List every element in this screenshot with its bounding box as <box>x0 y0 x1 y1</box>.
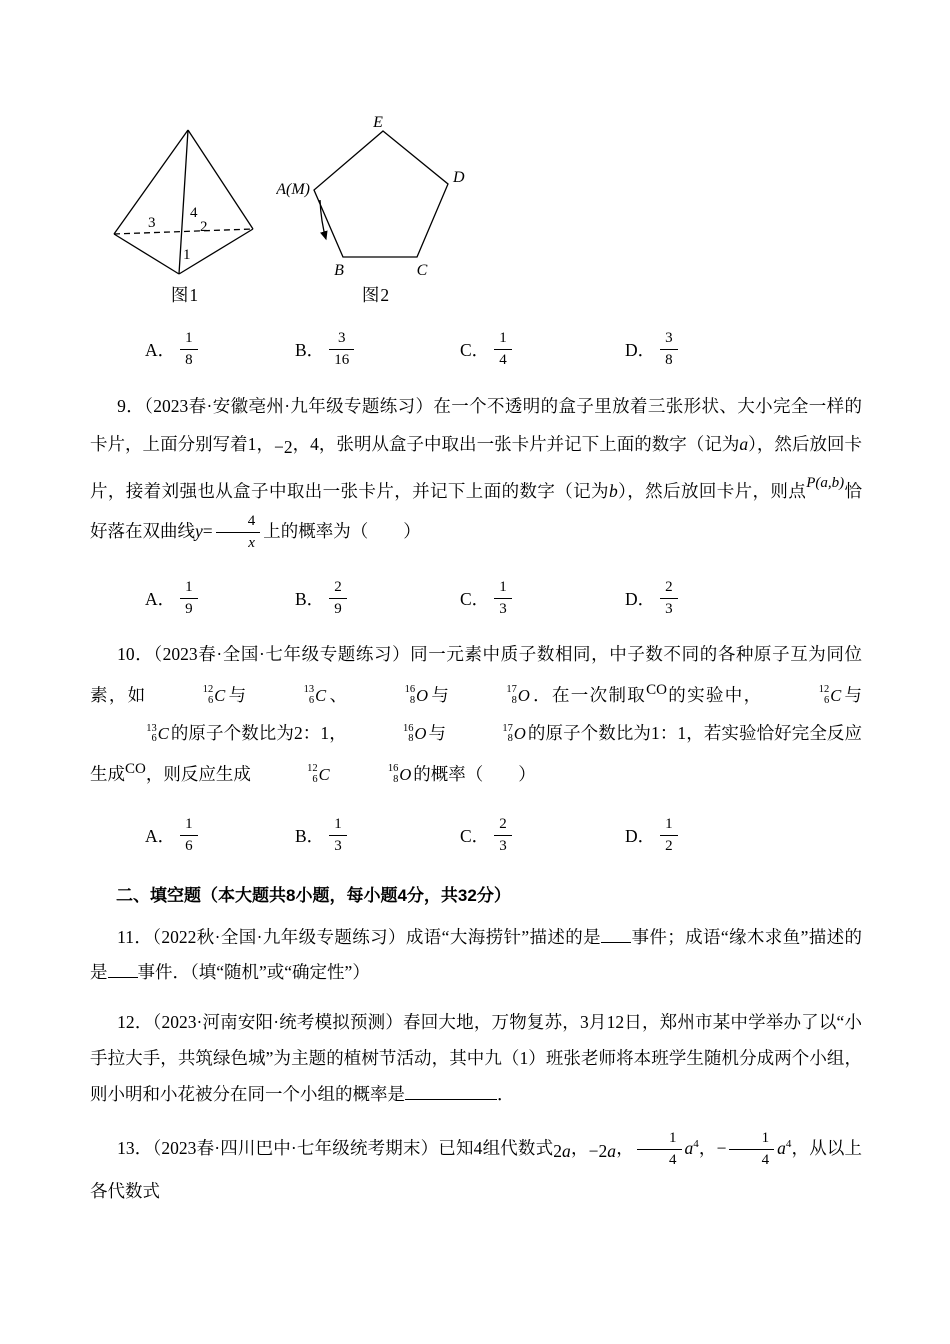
math-var-b: b <box>608 480 618 501</box>
section-2-header: 二、填空题（本大题共8小题，每小题4分，共32分） <box>116 885 511 905</box>
fraction-numerator: 1 <box>180 330 198 350</box>
fraction-denominator: 16 <box>334 352 350 369</box>
fraction <box>494 816 512 856</box>
text-run: 12．（2023·河南安阳·统考模拟预测）春回大地，万物复苏，3月12日，郑州市某中学举办了以“小手拉大手，共筑绿色城”为主题的植树节活动，其中九（1）班张老师将本班学生随机分成两个小组，则小明和小花被分在同一个小组的概率是 <box>90 1012 862 1104</box>
text-run: 与 <box>843 684 863 705</box>
mass-number: 13 <box>303 684 315 695</box>
isotope-prescripts <box>792 685 830 706</box>
isotope-prescripts <box>277 685 315 706</box>
text-run: 的概率（ ） <box>413 763 536 784</box>
chem-formula-CO: CO <box>646 681 667 698</box>
answer-blank <box>601 925 631 943</box>
fraction <box>329 330 354 370</box>
isotope-17-8-O <box>448 714 526 753</box>
mass-number: 13 <box>146 722 157 734</box>
fraction-numerator: 1 <box>180 816 198 836</box>
isotope-12-6-C <box>764 676 841 715</box>
question-11 <box>90 920 862 992</box>
tetra-edge <box>188 130 253 229</box>
text-run: ，4，张明从盒子中取出一张卡片并记下上面的数字（记为 <box>292 434 740 454</box>
fraction <box>329 816 347 856</box>
tetra-edge <box>114 234 179 274</box>
mass-number: 16 <box>403 722 414 734</box>
fraction-denominator: 4 <box>499 352 507 369</box>
fraction-denominator: x <box>248 535 255 552</box>
fraction-denominator: 9 <box>185 600 193 617</box>
fraction-denominator: 4 <box>761 1152 770 1169</box>
fraction-numerator: 1 <box>729 1130 774 1150</box>
fraction <box>329 579 347 619</box>
q10-option-c <box>460 813 625 859</box>
fraction <box>660 579 678 619</box>
fraction-numerator: 2 <box>660 579 678 599</box>
text-run: ， <box>698 1137 717 1158</box>
q9-option-c <box>460 576 625 622</box>
text-run: ， <box>570 1137 589 1158</box>
text-run: 事件．（填“随机”或“确定性”） <box>137 962 370 983</box>
fraction <box>660 330 678 370</box>
q9-option-a <box>145 576 295 622</box>
text-run: 的实验中， <box>666 684 763 705</box>
fraction <box>494 330 512 370</box>
math-var-a: a <box>607 1140 617 1161</box>
math-var-y: y <box>195 520 203 541</box>
q9-option-b <box>295 576 460 622</box>
isotope-17-8-O <box>452 676 530 715</box>
option-label: D． <box>625 340 656 361</box>
isotope-16-8-O <box>349 714 427 753</box>
fraction <box>494 579 512 619</box>
vertex-label-AM: A(M) <box>276 181 310 198</box>
atomic-number: 8 <box>408 733 414 744</box>
isotope-prescripts <box>377 685 415 706</box>
vertex-label-D: D <box>453 169 465 186</box>
math-var-a: a <box>777 1137 786 1158</box>
q9-option-d <box>625 576 862 622</box>
element-symbol: C <box>315 685 327 705</box>
question-12 <box>90 1005 862 1113</box>
answer-blank <box>405 1083 497 1101</box>
fraction-denominator: 8 <box>665 352 673 369</box>
text-run: ），然后放回卡片，则点 <box>617 480 807 501</box>
fraction-numerator: 1 <box>494 579 512 599</box>
q10-options-row <box>145 813 862 859</box>
mass-number: 17 <box>502 722 513 734</box>
face-label-4: 4 <box>190 205 198 221</box>
tetrahedron-figure <box>110 126 260 278</box>
q10-option-d <box>625 813 862 859</box>
text-run: ． <box>497 1084 515 1104</box>
mass-number: 17 <box>506 684 517 695</box>
option-label: A． <box>145 826 176 847</box>
isotope-13-6-C <box>249 676 326 715</box>
fraction-denominator: 4 <box>669 1152 677 1169</box>
figure-2 <box>276 116 476 307</box>
fraction <box>216 513 261 553</box>
fraction-denominator: 3 <box>665 600 673 617</box>
isotope-prescripts <box>479 685 517 706</box>
atomic-number: 8 <box>507 733 513 744</box>
math-number: −2 <box>273 437 293 457</box>
isotope-prescripts <box>475 724 513 745</box>
math-point-Pab: P(a,b) <box>806 474 845 491</box>
option-label: A． <box>145 588 176 609</box>
question-9 <box>90 387 862 556</box>
element-symbol: O <box>416 685 428 705</box>
figure-1 <box>110 126 260 307</box>
isotope-12-6-C <box>253 755 330 794</box>
fraction <box>180 330 198 370</box>
q9-options-row <box>145 576 862 622</box>
text-run: 11．（2022秋·全国·九年级专题练习）成语“大海捞针”描述的是 <box>117 926 602 947</box>
fraction <box>180 816 198 856</box>
isotope-prescripts <box>176 685 214 706</box>
text-run: 、 <box>328 684 349 705</box>
fraction-numerator: 3 <box>329 330 354 350</box>
q8-option-c <box>460 327 625 373</box>
mass-number: 16 <box>387 763 399 774</box>
math-var-a: a <box>562 1140 571 1161</box>
element-symbol: O <box>513 724 526 743</box>
isotope-16-8-O <box>350 676 428 715</box>
direction-arrow <box>320 200 326 239</box>
text-run: 的原子个数比为2：1， <box>170 723 347 743</box>
option-label: C． <box>460 588 490 609</box>
isotope-16-8-O <box>334 755 412 794</box>
text-run: 9．（2023春·安徽亳州·九年级专题练习）在一个不透明的盒子里放着三张形状、大小完全一样的卡片，上面分别写着1， <box>90 395 862 454</box>
chem-formula-CO: CO <box>125 760 146 777</box>
isotope-prescripts <box>280 764 318 785</box>
isotope-prescripts <box>361 764 399 785</box>
text-run: ），然后放回卡片，接着刘强也从盒子中取出一张卡片，并记下上面的数字（记为 <box>90 434 863 501</box>
math-term-2a <box>553 1141 571 1161</box>
q8-option-a <box>145 327 295 373</box>
text-run: 恰好落在双曲线 <box>90 480 863 541</box>
isotope-prescripts <box>376 724 414 745</box>
text-run: ， <box>616 1137 634 1158</box>
fraction-denominator: 3 <box>499 600 507 617</box>
text-run: 与 <box>227 684 248 705</box>
math-term-neg-2a <box>589 1141 616 1161</box>
answer-blank <box>108 961 138 979</box>
option-label: B． <box>295 588 325 609</box>
option-label: D． <box>625 826 656 847</box>
text-run: 13．（2023春·四川巴中·七年级统考期末）已知4组代数式 <box>117 1137 554 1158</box>
isotope-13-6-C <box>92 714 169 753</box>
vertex-label-E: E <box>373 116 383 131</box>
exponent: 4 <box>785 1137 792 1150</box>
fraction <box>729 1130 774 1170</box>
fraction-numerator: 2 <box>494 816 512 836</box>
atomic-number: 8 <box>511 694 517 706</box>
figure-1-caption: 图1 <box>170 285 200 305</box>
q8-options-row <box>145 327 862 373</box>
q10-option-b <box>295 813 460 859</box>
fraction-denominator: 8 <box>185 352 193 369</box>
math-equals: = <box>202 520 213 541</box>
fraction-denominator: 2 <box>665 838 673 855</box>
atomic-number: 6 <box>823 694 830 706</box>
face-label-3: 3 <box>148 215 156 231</box>
option-label: B． <box>295 826 325 847</box>
text-run: ，则反应生成 <box>145 763 251 784</box>
text-run: 事件；成语“缘木求鱼”描述的是 <box>90 926 862 983</box>
isotope-12-6-C <box>148 676 225 715</box>
text-run: ，从以上各代数式 <box>90 1137 863 1202</box>
fraction-numerator: 1 <box>660 816 678 836</box>
fraction-denominator: 3 <box>499 838 507 855</box>
math-minus: − <box>716 1137 727 1158</box>
fraction-numerator: 1 <box>637 1130 682 1150</box>
atomic-number: 6 <box>151 733 157 744</box>
pentagon-outline <box>314 131 448 257</box>
text-run: 的原子个数比为1：1，若实验恰好完全反应生成 <box>90 723 863 784</box>
option-label: A． <box>145 340 176 361</box>
element-symbol: C <box>157 724 169 743</box>
element-symbol: C <box>214 685 226 705</box>
fraction-numerator: 4 <box>216 513 261 533</box>
coefficient: 2 <box>553 1140 563 1161</box>
q10-option-a <box>145 813 295 859</box>
q8-option-d <box>625 327 862 373</box>
figures-row <box>110 116 862 307</box>
vertex-label-B: B <box>334 262 344 278</box>
question-10 <box>90 635 862 793</box>
mass-number: 12 <box>202 684 214 695</box>
atomic-number: 8 <box>409 694 416 706</box>
pentagon-figure <box>276 116 476 278</box>
option-label: C． <box>460 340 490 361</box>
text-run: 与 <box>430 684 451 705</box>
question-13 <box>90 1127 862 1211</box>
fraction-numerator: 3 <box>660 330 678 350</box>
fraction-numerator: 1 <box>180 579 198 599</box>
fraction-numerator: 1 <box>494 330 512 350</box>
option-label: B． <box>295 340 325 361</box>
element-symbol: O <box>414 724 427 743</box>
q8-option-b <box>295 327 460 373</box>
math-var-a: a <box>684 1137 694 1158</box>
atomic-number: 6 <box>308 694 315 706</box>
fraction <box>180 579 198 619</box>
exponent: 4 <box>693 1137 699 1150</box>
element-symbol: C <box>318 764 330 784</box>
face-label-1: 1 <box>183 247 191 263</box>
face-label-2: 2 <box>200 219 208 235</box>
mass-number: 12 <box>307 763 318 774</box>
atomic-number: 6 <box>312 773 318 785</box>
text-run: 与 <box>428 723 447 743</box>
option-label: D． <box>625 588 656 609</box>
fraction <box>660 816 678 856</box>
vertex-label-C: C <box>416 262 428 278</box>
fraction-denominator: 3 <box>334 838 342 855</box>
option-label: C． <box>460 826 490 847</box>
element-symbol: O <box>517 685 530 705</box>
atomic-number: 6 <box>207 694 214 706</box>
fraction-denominator: 9 <box>334 600 342 617</box>
text-run: 10．（2023春·全国·七年级专题练习）同一元素中质子数相同，中子数不同的各种原子互为同位素，如 <box>90 644 862 705</box>
fraction-numerator: 1 <box>329 816 347 836</box>
atomic-number: 8 <box>393 773 399 785</box>
tetra-hidden-edge <box>114 229 253 234</box>
math-var-a: a <box>739 434 749 454</box>
fraction-denominator: 6 <box>185 838 193 855</box>
fraction-numerator: 2 <box>329 579 347 599</box>
coefficient: −2 <box>588 1140 608 1161</box>
figure-2-caption: 图2 <box>361 285 391 305</box>
text-run: ．在一次制取 <box>531 684 647 705</box>
mass-number: 16 <box>404 684 416 695</box>
fraction <box>637 1130 682 1170</box>
element-symbol: C <box>830 685 842 705</box>
element-symbol: O <box>399 764 412 784</box>
isotope-prescripts <box>119 724 157 745</box>
text-run: 上的概率为（ ） <box>263 520 421 541</box>
mass-number: 12 <box>818 684 830 695</box>
